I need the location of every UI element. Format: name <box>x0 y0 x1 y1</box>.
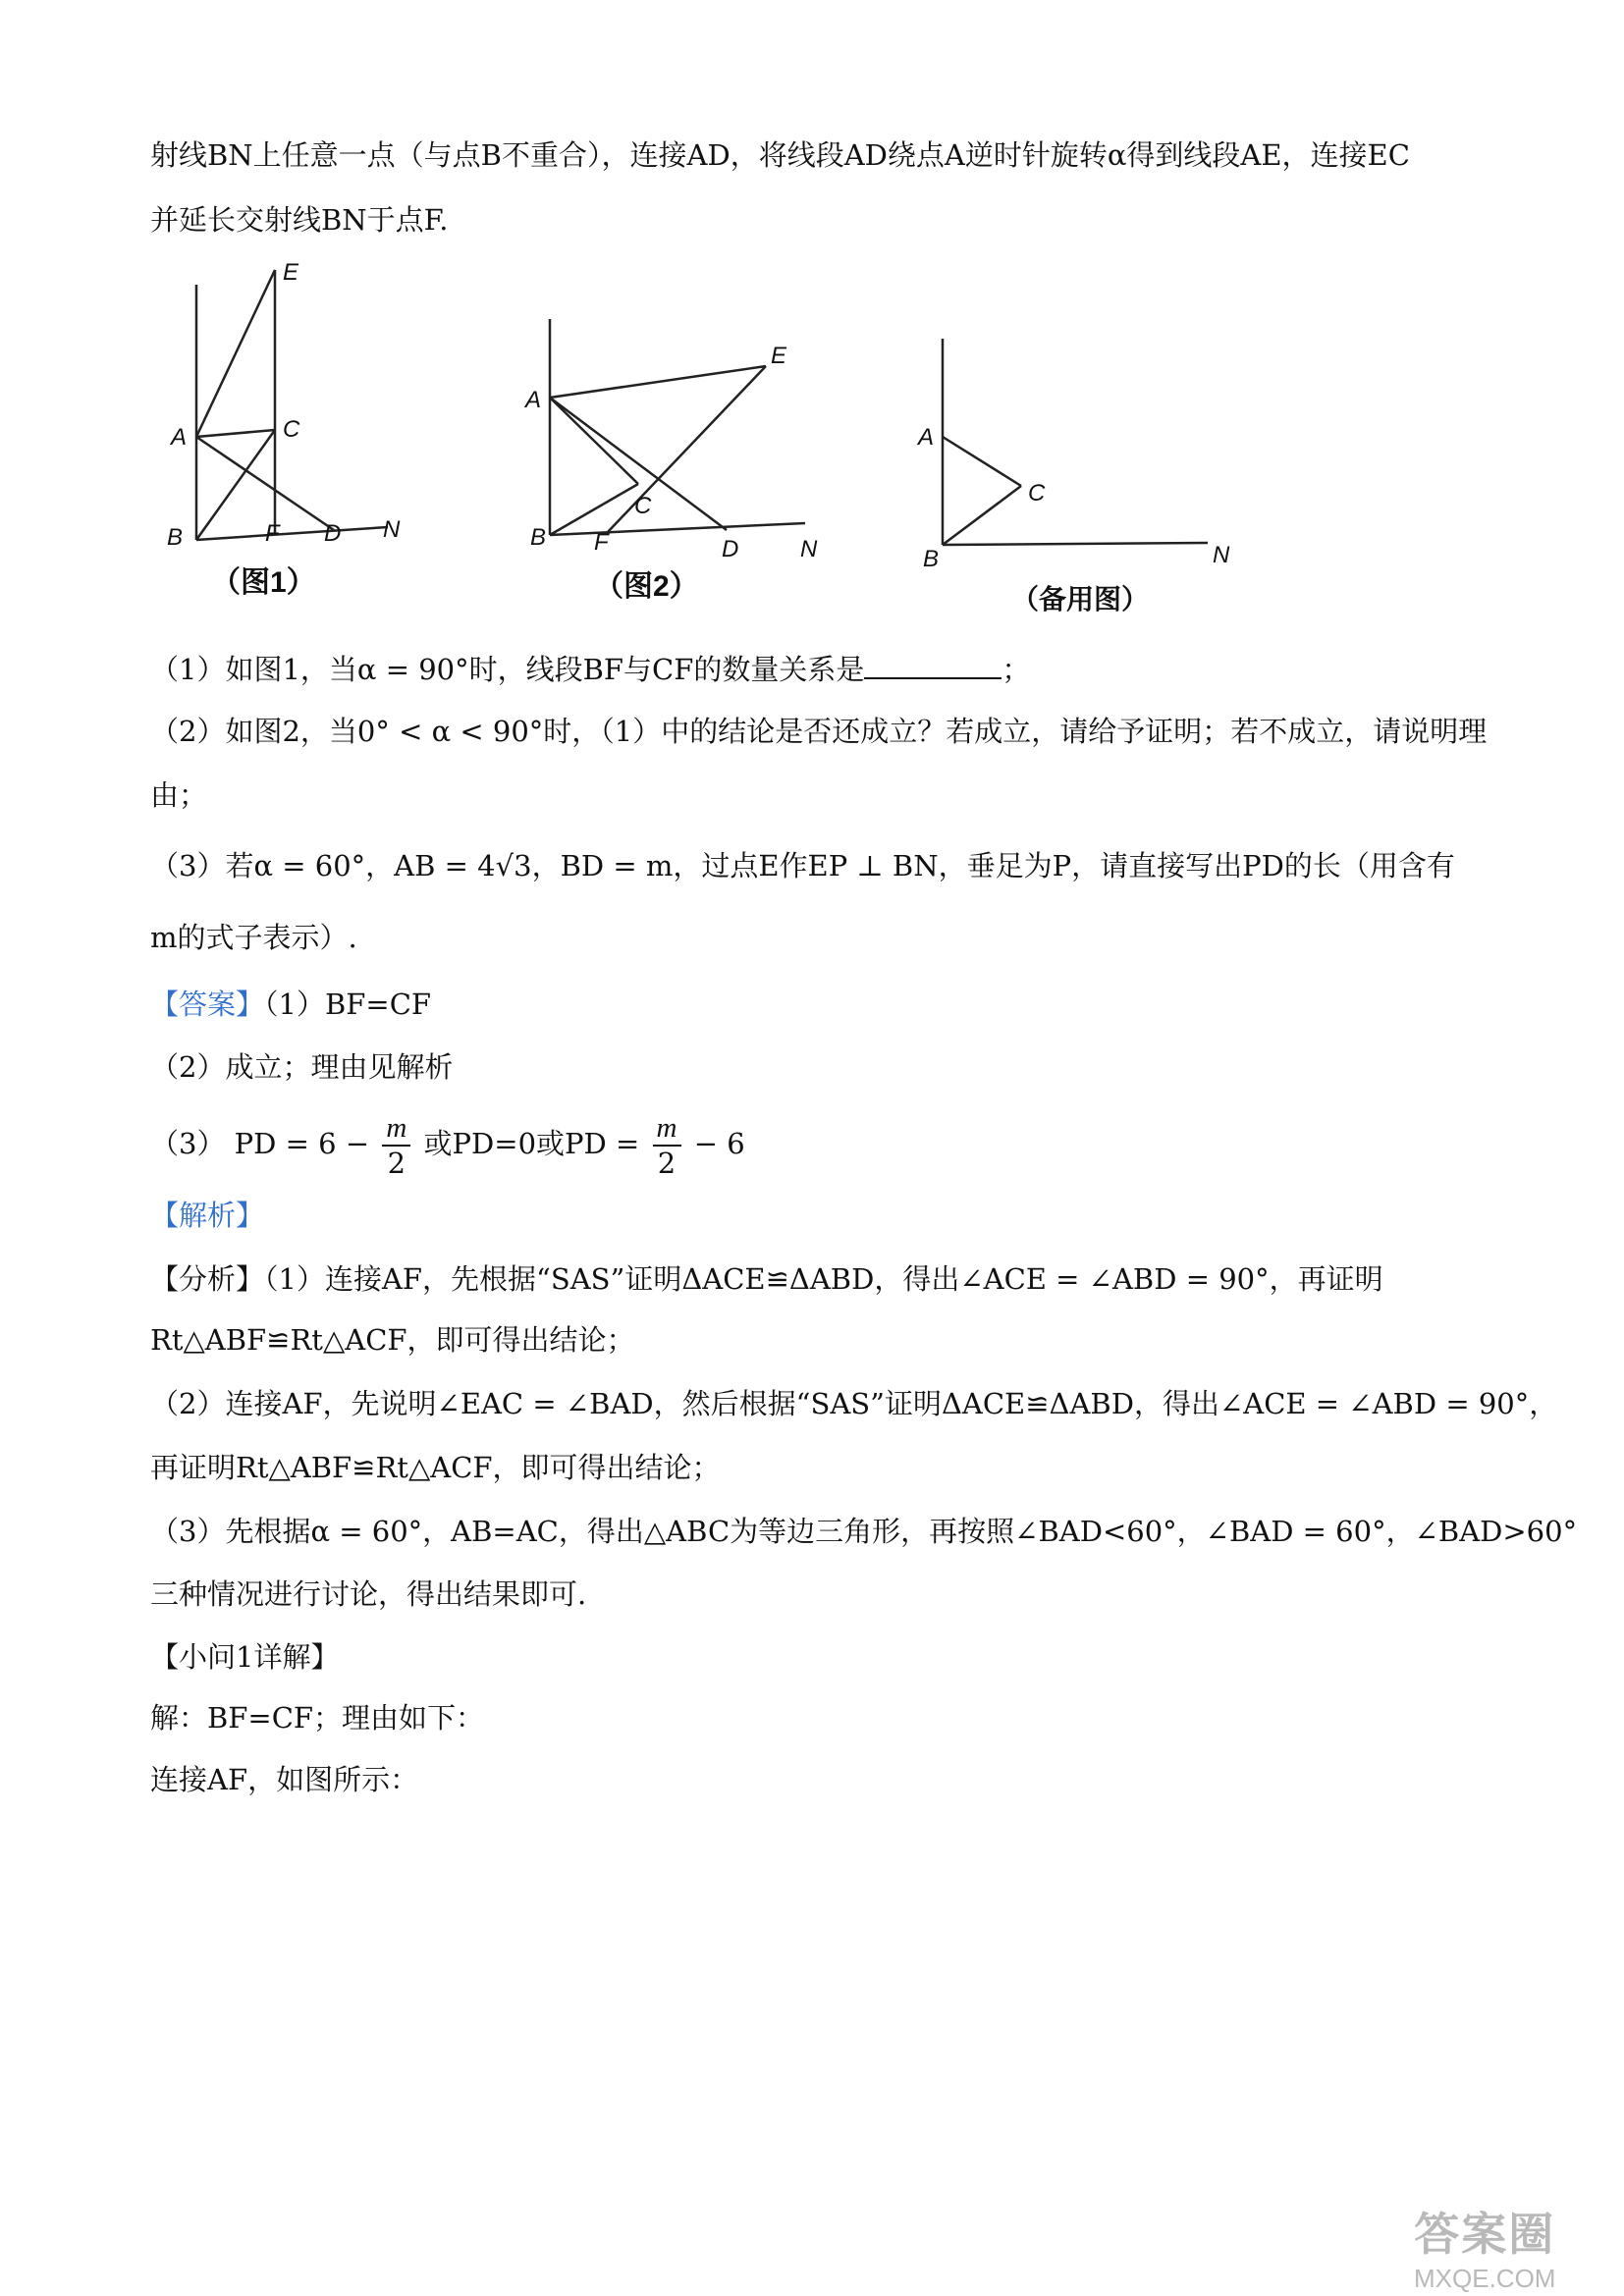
fig1-label-d: D <box>324 520 342 547</box>
question-2-line-1: （2）如图2，当0° < α < 90°时，（1）中的结论是否还成立？若成立，请给予证明；若不成立，请说明理 <box>150 715 1488 748</box>
sqrt-three: √3 <box>495 849 532 882</box>
answer-3-suffix: − 6 <box>693 1127 745 1160</box>
question-3-line-2: m的式子表示）. <box>150 921 357 954</box>
intro-line-2: 并延长交射线BN于点F. <box>150 203 449 237</box>
analysis-p3-line-2: 三种情况进行讨论，得出结果即可. <box>150 1577 587 1611</box>
fig3-caption: （备用图） <box>1011 584 1150 614</box>
fig2-label-a: A <box>525 387 542 413</box>
intro-line-1: 射线BN上任意一点（与点B不重合），连接AD，将线段AD绕点A逆时针旋转α得到线段AE，连接EC <box>150 138 1410 172</box>
fig2-label-d: D <box>722 536 739 562</box>
subquestion-1-heading: 【小问1详解】 <box>150 1640 340 1674</box>
fig1-caption: （图1） <box>211 566 316 599</box>
question-1-text: （1）如图1，当α = 90°时，线段BF与CF的数量关系是 <box>150 653 865 686</box>
watermark-title: 答案圈 <box>1414 2208 1556 2261</box>
question-3-text-a: （3）若α = 60°，AB = 4 <box>150 849 496 882</box>
frac-den: 2 <box>387 1147 406 1180</box>
fig2-label-f: F <box>594 529 609 556</box>
fig3-label-n: N <box>1213 542 1230 568</box>
fig2-label-c: C <box>634 493 652 519</box>
question-3-line-1 <box>150 846 1455 885</box>
figure-2 <box>550 319 805 535</box>
answer-3-prefix: （3） PD = 6 − <box>150 1127 370 1160</box>
fig3-label-a: A <box>918 424 935 451</box>
figure-3 <box>943 339 1208 545</box>
fig3-label-c: C <box>1028 480 1046 507</box>
solution-line-1: 解：BF=CF；理由如下： <box>150 1701 485 1735</box>
watermark-logo <box>1414 2199 1555 2294</box>
answer-3-mid: 或PD=0或PD = <box>423 1127 640 1160</box>
fig1-label-b: B <box>167 524 184 551</box>
analysis-p1-line-2: Rt△ABF≌Rt△ACF，即可得出结论； <box>150 1323 635 1357</box>
fraction-m-over-2-b <box>653 1111 681 1180</box>
question-2-line-2: 由； <box>150 778 208 812</box>
solution-line-2: 连接AF，如图所示： <box>150 1763 419 1796</box>
answer-3 <box>150 1109 745 1180</box>
fig1-label-e: E <box>283 259 299 286</box>
fig1-label-a: A <box>171 424 188 451</box>
analysis-p1-line-1: 【分析】（1）连接AF，先根据“SAS”证明ΔACE≌ΔABD，得出∠ACE = ∠ABD = 90°，再证明 <box>150 1262 1383 1296</box>
analysis-p3-line-1: （3）先根据α = 60°，AB=AC，得出△ABC为等边三角形，再按照∠BAD<60°，∠BAD = 60°，∠BAD>60° <box>150 1515 1578 1548</box>
question-1-end: ； <box>1001 653 1031 686</box>
answer-line-1 <box>150 985 431 1024</box>
fig1-label-f: F <box>265 520 280 547</box>
fig2-caption: （图2） <box>594 570 699 603</box>
fig2-label-e: E <box>771 343 787 369</box>
question-1 <box>150 650 1030 689</box>
fig2-label-b: B <box>530 524 547 551</box>
figure-1 <box>196 270 388 540</box>
fraction-m-over-2-a <box>382 1111 410 1180</box>
fig2-label-n: N <box>800 536 818 562</box>
geometry-figures <box>147 250 1276 643</box>
answer-tag: 【答案】 <box>150 988 265 1021</box>
fig3-label-b: B <box>923 546 940 572</box>
frac-num: m <box>382 1111 410 1147</box>
analysis-p2-line-2: 再证明Rt△ABF≌Rt△ACF，即可得出结论； <box>150 1451 721 1484</box>
answer-1: （1）BF=CF <box>264 988 432 1021</box>
fig1-label-n: N <box>383 516 401 543</box>
fig1-label-c: C <box>283 416 300 443</box>
analysis-p2-line-1: （2）连接AF，先说明∠EAC = ∠BAD，然后根据“SAS”证明ΔACE≌ΔABD，得出∠ACE = ∠ABD = 90°， <box>150 1387 1558 1420</box>
frac-num: m <box>653 1111 681 1147</box>
watermark-url: MXQE.COM <box>1414 2264 1556 2293</box>
question-3-text-b: ，BD = m，过点E作EP ⊥ BN，垂足为P，请直接写出PD的长（用含有 <box>531 849 1455 882</box>
answer-2: （2）成立；理由见解析 <box>150 1050 454 1084</box>
answer-blank <box>864 652 1001 679</box>
analysis-tag: 【解析】 <box>150 1199 265 1232</box>
frac-den: 2 <box>657 1147 677 1180</box>
